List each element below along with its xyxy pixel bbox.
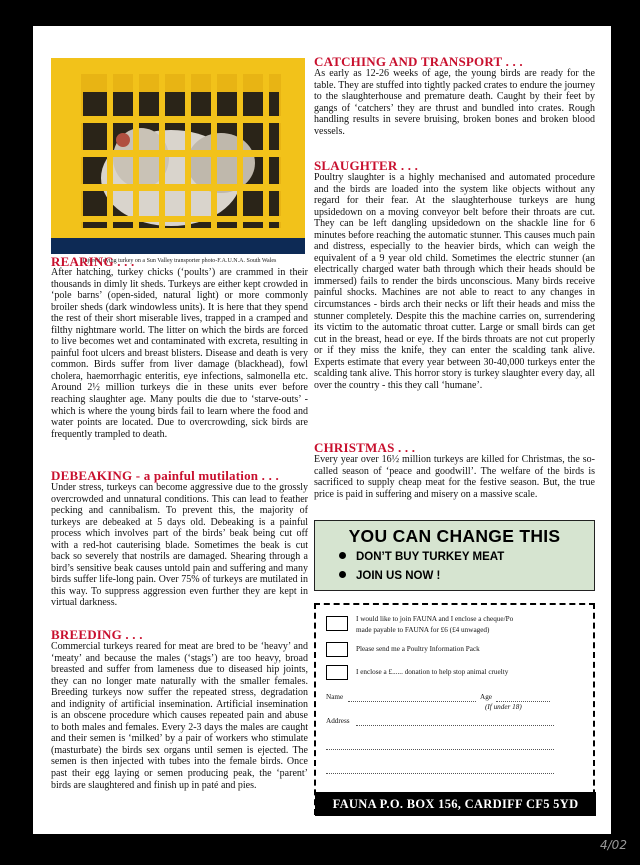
christmas-text: Every year over 16½ million turkeys are killed for Christmas, the so-called season of ‘peace and goodwill’. The welfare of the birds is sacrificed to supply cheap meat for the festive season. But, the true price is paid in suffering and misery on a massive scale.	[314, 454, 595, 500]
leaflet-page	[33, 26, 627, 852]
bullet-icon	[339, 571, 346, 578]
join-checkbox[interactable]	[326, 616, 348, 631]
address-label: Address	[326, 717, 350, 725]
address-field-line-1[interactable]	[356, 725, 554, 726]
crate-photo-image	[51, 58, 305, 254]
turkey-crate-photo	[51, 58, 305, 254]
photo-caption: Injured, dying turkey on a Sun Valley transporter photo-F.A.U.N.A. South Wales	[82, 258, 277, 264]
pencil-annotation: 4/02	[600, 838, 627, 852]
age-note: (If under 18)	[485, 703, 522, 711]
address-field-line-2[interactable]	[326, 749, 554, 750]
donation-option: I enclose a £...... donation to help stop animal cruelty	[356, 668, 509, 676]
bullet-icon	[339, 552, 346, 559]
rearing-text: After hatching, turkey chicks (‘poults’) are crammed in their thousands in dimly lit sheds. Turkeys are either kept crowded in ‘pole barns’ (open-sided, natural light) or more commonly broiler sheds (dark windowless units). It is here that they spend the rest of their short miserable lives, trapped in a cramped and filthy nightmare world. The litter on which the birds are forced to live becomes wet and contaminated with excreta, resulting in painful foot ulcers and breast blisters. Disease and death is very common. Birds suffer from liver damage (blackhead), fowl cholera, haemorrhagic enteritis, eye infections, salmonella etc. Around 2½ million turkeys die in these units ever before reaching slaughter age. Many poults die due to ‘starve-outs’ - which is where the young birds fail to learn where the food and water points are located. Due to overcrowding, sick birds are frequently trampled to death.	[51, 267, 308, 440]
membership-coupon	[314, 603, 595, 815]
debeaking-text: Under stress, turkeys can become aggressive due to the grossly overcrowded and unnatural conditions. This can lead to feather pecking and cannibalism. To prevent this, the majority of turkeys are debeaked at 5 days old. Debeaking is a painful process which involves part of the birds’ beak being cut off with a red-hot cauterising blade. Sometimes the beak is cut back so severely that nostrils are damaged. Shearing through a bird’s sensitive beak causes untold pain and suffering and many birds suffer life-long pain. Over 75% of turkeys are mutilated in this way. To suppress aggression even further they are kept in virtual darkness.	[51, 482, 308, 609]
slaughter-heading: SLAUGHTER . . .	[314, 158, 419, 173]
info-pack-checkbox[interactable]	[326, 642, 348, 657]
name-label: Name	[326, 693, 344, 701]
rearing-heading: REARING . . .	[51, 254, 135, 269]
breeding-heading: BREEDING . . .	[51, 627, 143, 642]
catching-heading: CATCHING AND TRANSPORT . . .	[314, 54, 523, 69]
age-label: Age	[480, 693, 492, 701]
catching-text: As early as 12-26 weeks of age, the young birds are ready for the table. They are stuffed into tightly packed crates to endure the journey to the slaughterhouse and premature death. Caught by their feet by gangs of ‘catchers’ they are thrust and bundled into crates. Rough handling results in severe bruising, broken bones and broken blood vessels.	[314, 68, 595, 137]
join-option: I would like to join FAUNA and I enclose a cheque/Po made payable to FAUNA for £6 (£4 unwaged)	[356, 615, 514, 634]
banner-title: YOU CAN CHANGE THIS	[348, 526, 561, 546]
age-field[interactable]	[496, 701, 550, 702]
banner-bullet-1: DON’T BUY TURKEY MEAT	[339, 551, 504, 563]
fauna-address-footer: FAUNA P.O. BOX 156, CARDIFF CF5 5YD	[315, 792, 596, 816]
address-field-line-3[interactable]	[326, 773, 554, 774]
name-field[interactable]	[348, 701, 476, 702]
christmas-heading: CHRISTMAS . . .	[314, 440, 416, 455]
call-to-action-banner	[314, 520, 595, 591]
info-pack-option: Please send me a Poultry Information Pack	[356, 645, 480, 653]
banner-bullet-2: JOIN US NOW !	[339, 570, 440, 582]
slaughter-text: Poultry slaughter is a highly mechanised and automated procedure and the birds are loaded into the system like objects without any regard for their fear. At the slaughterhouse turkeys are hung upsidedown on a moving conveyor belt before their throats are cut. They can be left dangling upsidedown on the shackle line for 6 minutes before reaching the automatic stunner. This causes much pain and distress, especially to the heavier birds, which can weigh the equivalent of a 9 year old child. Sometimes the electric stunner (an electrically charged water bath through which their heads should be immersed) fails to render the birds unconscious. Many birds receive painful shocks. Machines are not able to react to any changes in circumstances - birds arch their necks or lift their heads and miss the stunner completely. Despite this the machine carries on, surrendering its victim to the automatic throat cutter. Large or small birds can get cut in the breast, head or eye. If the birds throats are not cut properly or if they miss the knife, they can enter the scalding tank alive. Experts estimate that every year between 30-40,000 turkeys enter the scalding tank alive. This horror story is turkey slaughter every day, all over the country - this they call ‘humane’.	[314, 172, 595, 391]
donation-checkbox[interactable]	[326, 665, 348, 680]
breeding-text: Commercial turkeys reared for meat are bred to be ‘heavy’ and ‘meaty’ and because the males (‘stags’) are too heavy, broad breasted and suffer from lameness due to diseased hip joints, they can no longer mate naturally with the smaller females. Breeding turkeys now suffer the repeated stress, degradation and indignity of artificial insemination. Artificial insemination is an obscene procedure which causes repeated pain and abuse to both males and females. Every 2-3 days the males are caught and their semen is ‘milked’ by a pair of workers who stimulate (masturbate) the birds sex organs until semen is ejected. The semen is then injected with tubes into the female birds. Once past their egg laying or semen producing peak, the ‘parent’ birds are slaughtered and finish up in paté and pies.	[51, 641, 308, 791]
debeaking-heading: DEBEAKING - a painful mutilation . . .	[51, 468, 279, 483]
